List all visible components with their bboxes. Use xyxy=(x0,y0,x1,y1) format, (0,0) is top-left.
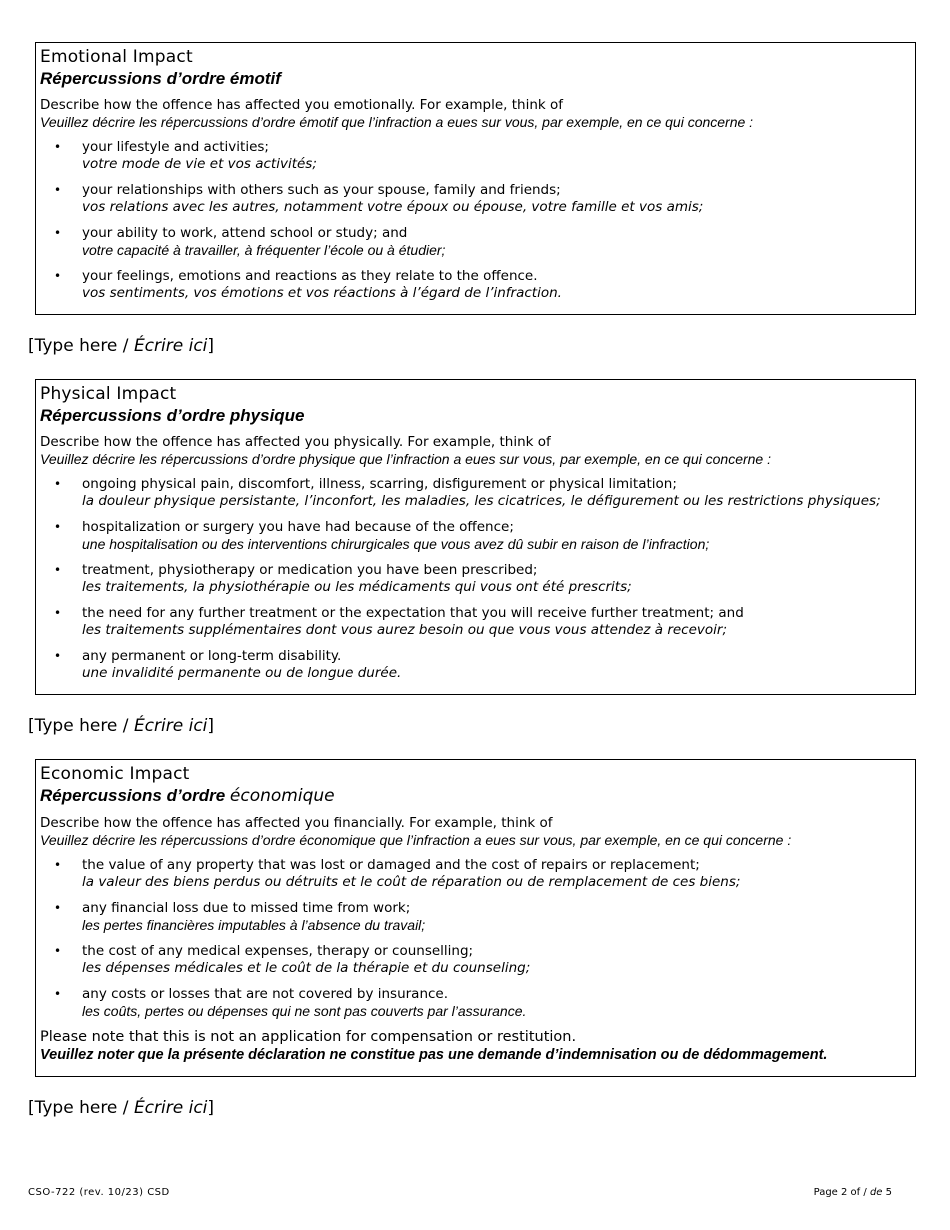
bullet-icon: • xyxy=(54,183,62,197)
list-item-en: your relationships with others such as your spouse, family and friends; xyxy=(82,182,561,198)
bullet-icon: • xyxy=(54,944,62,958)
bullet-icon: • xyxy=(54,987,62,1001)
type-here-label-fr: Écrire ici xyxy=(133,336,208,356)
list-item-en: any costs or losses that are not covered by insurance. xyxy=(82,986,449,1002)
economic-impact-note-fr: Veuillez noter que la présente déclaration ne constitue pas une demande d’indemnisation ou de dédommagement. xyxy=(40,1047,828,1063)
type-here-label-fr: Écrire ici xyxy=(133,1098,208,1118)
list-item-en: your feelings, emotions and reactions as they relate to the offence. xyxy=(82,268,538,284)
physical-impact-intro-fr: Veuillez décrire les répercussions d’ordre physique que l’infraction a eues sur vous, par exemple, en ce qui concerne : xyxy=(40,451,771,467)
emotional-impact-section xyxy=(35,42,916,315)
list-item-en: treatment, physiotherapy or medication you have been prescribed; xyxy=(82,562,538,578)
list-item xyxy=(40,182,909,216)
economic-impact-intro: Describe how the offence has affected you financially. For example, think of xyxy=(40,815,553,831)
list-item xyxy=(40,225,909,259)
bullet-icon: • xyxy=(54,901,62,915)
list-item-en: any financial loss due to missed time from work; xyxy=(82,900,411,916)
list-item-fr: les traitements supplémentaires dont vous aurez besoin ou que vous vous attendez à recevoir; xyxy=(82,622,728,638)
bullet-icon: • xyxy=(54,520,62,534)
type-here-label-fr: Écrire ici xyxy=(133,716,208,736)
type-here-bracket: ] xyxy=(207,716,215,736)
page-total: 5 xyxy=(885,1187,892,1198)
economic-impact-title: Economic Impact xyxy=(40,764,190,784)
emotional-impact-intro: Describe how the offence has affected you emotionally. For example, think of xyxy=(40,97,564,113)
type-here-label: [Type here / xyxy=(28,716,134,736)
physical-impact-input[interactable] xyxy=(28,713,328,739)
list-item-fr: les pertes financières imputables à l’absence du travail; xyxy=(82,917,426,933)
economic-impact-section xyxy=(35,759,916,1077)
economic-impact-title-fr-plain: économique xyxy=(229,786,335,806)
emotional-impact-input[interactable] xyxy=(28,333,328,359)
list-item xyxy=(40,139,909,173)
bullet-icon: • xyxy=(54,140,62,154)
type-here-label: [Type here / xyxy=(28,1098,134,1118)
list-item-fr: une hospitalisation ou des interventions chirurgicales que vous avez dû subir en raison de l’infraction; xyxy=(82,536,710,552)
list-item xyxy=(40,900,909,934)
physical-impact-section xyxy=(35,379,916,695)
bullet-icon: • xyxy=(54,858,62,872)
list-item xyxy=(40,605,909,639)
list-item-fr: les coûts, pertes ou dépenses qui ne sont pas couverts par l’assurance. xyxy=(82,1003,527,1019)
type-here-bracket: ] xyxy=(207,336,215,356)
physical-impact-list xyxy=(40,476,909,682)
list-item-fr: vos sentiments, vos émotions et vos réactions à l’égard de l’infraction. xyxy=(82,285,562,301)
page-number-label: Page 2 of / xyxy=(813,1187,867,1198)
list-item-fr: vos relations avec les autres, notamment votre époux ou épouse, votre famille et vos amis; xyxy=(82,199,704,215)
list-item-en: ongoing physical pain, discomfort, illness, scarring, disfigurement or physical limitation; xyxy=(82,476,677,492)
list-item xyxy=(40,476,909,510)
list-item-en: hospitalization or surgery you have had because of the offence; xyxy=(82,519,514,535)
list-item-fr: votre capacité à travailler, à fréquenter l’école ou à étudier; xyxy=(82,242,446,258)
list-item-en: any permanent or long-term disability. xyxy=(82,648,342,664)
list-item xyxy=(40,986,909,1020)
list-item-fr: la douleur physique persistante, l’inconfort, les maladies, les cicatrices, le défigurement ou les restrictions physiques; xyxy=(82,493,881,509)
physical-impact-title: Physical Impact xyxy=(40,384,177,404)
emotional-impact-title-fr: Répercussions d’ordre émotif xyxy=(40,69,281,88)
list-item-en: your ability to work, attend school or study; and xyxy=(82,225,408,241)
bullet-icon: • xyxy=(54,477,62,491)
list-item xyxy=(40,268,909,302)
list-item-fr: votre mode de vie et vos activités; xyxy=(82,156,317,172)
economic-impact-list xyxy=(40,857,909,1020)
list-item-en: the cost of any medical expenses, therapy or counselling; xyxy=(82,943,474,959)
economic-impact-title-fr xyxy=(40,785,909,807)
list-item xyxy=(40,562,909,596)
list-item-en: the value of any property that was lost or damaged and the cost of repairs or replacement; xyxy=(82,857,700,873)
bullet-icon: • xyxy=(54,226,62,240)
list-item-en: your lifestyle and activities; xyxy=(82,139,269,155)
emotional-impact-intro-fr: Veuillez décrire les répercussions d’ordre émotif que l’infraction a eues sur vous, par exemple, en ce qui concerne : xyxy=(40,114,754,130)
list-item xyxy=(40,648,909,682)
list-item-fr: la valeur des biens perdus ou détruits et le coût de réparation ou de remplacement de ces biens; xyxy=(82,874,741,890)
physical-impact-title-fr: Répercussions d’ordre physique xyxy=(40,406,305,425)
economic-impact-note: Please note that this is not an application for compensation or restitution. xyxy=(40,1029,577,1045)
list-item-en: the need for any further treatment or the expectation that you will receive further treatment; and xyxy=(82,605,744,621)
list-item xyxy=(40,857,909,891)
economic-impact-intro-fr: Veuillez décrire les répercussions d’ordre économique que l’infraction a eues sur vous, par exemple, en ce qui concerne : xyxy=(40,832,792,848)
economic-impact-input[interactable] xyxy=(28,1095,328,1121)
bullet-icon: • xyxy=(54,649,62,663)
list-item-fr: une invalidité permanente ou de longue durée. xyxy=(82,665,402,681)
bullet-icon: • xyxy=(54,269,62,283)
list-item-fr: les traitements, la physiothérapie ou les médicaments qui vous ont été prescrits; xyxy=(82,579,632,595)
emotional-impact-list xyxy=(40,139,909,302)
physical-impact-intro: Describe how the offence has affected you physically. For example, think of xyxy=(40,434,551,450)
economic-impact-title-fr-bold: Répercussions d’ordre xyxy=(40,786,226,805)
type-here-label: [Type here / xyxy=(28,336,134,356)
list-item xyxy=(40,519,909,553)
form-code: CSO-722 (rev. 10/23) CSD xyxy=(28,1187,170,1198)
bullet-icon: • xyxy=(54,606,62,620)
list-item-fr: les dépenses médicales et le coût de la thérapie et du counseling; xyxy=(82,960,531,976)
page-number xyxy=(814,1186,892,1200)
page-number-label-fr: de xyxy=(869,1187,883,1198)
emotional-impact-title: Emotional Impact xyxy=(40,47,193,67)
bullet-icon: • xyxy=(54,563,62,577)
type-here-bracket: ] xyxy=(207,1098,215,1118)
list-item xyxy=(40,943,909,977)
